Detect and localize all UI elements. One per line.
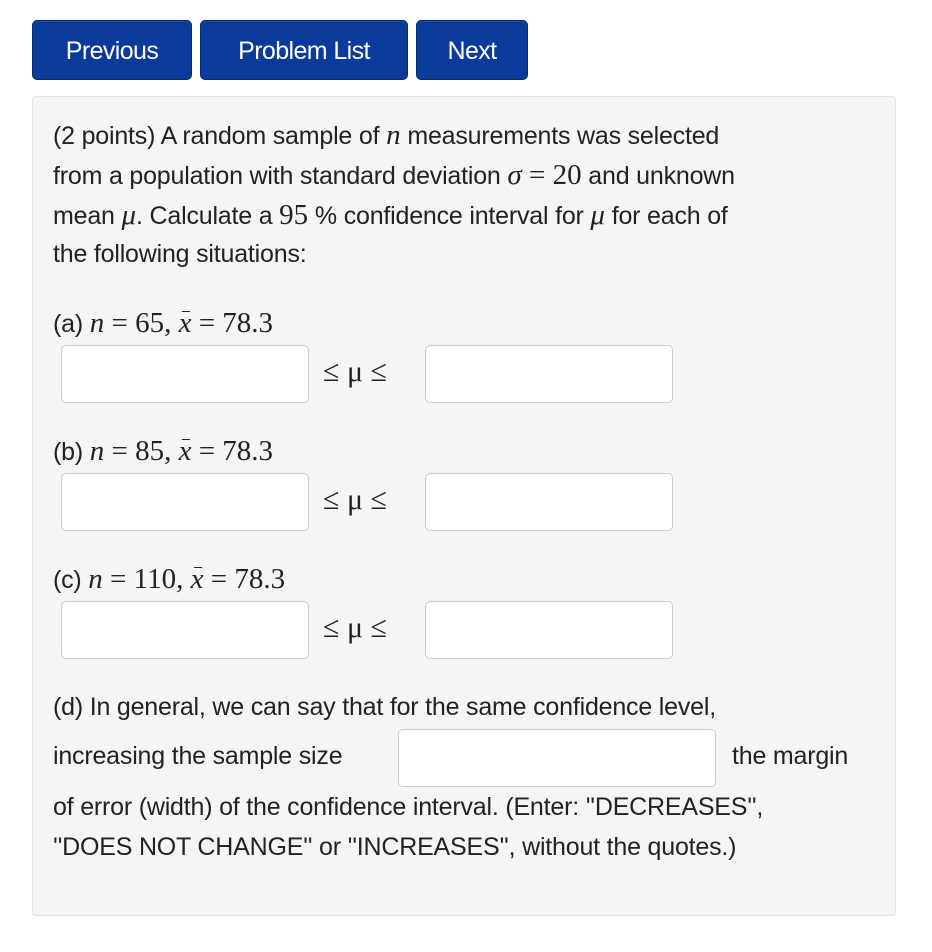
previous-button[interactable]: Previous	[32, 20, 192, 80]
part-d-line-4: ''DOES NOT CHANGE'' or ''INCREASES'', without the quotes.)	[53, 833, 737, 861]
part-c-lower-input[interactable]	[61, 601, 309, 659]
part-d-line-1: (d) In general, we can say that for the same confidence level,	[53, 693, 716, 721]
part-b-lower-input[interactable]	[61, 473, 309, 531]
intro-line-3: mean μ. Calculate a 95 % confidence interval for μ for each of	[53, 199, 728, 231]
intro-line-1: (2 points) A random sample of n measurements was selected	[53, 119, 720, 151]
part-b-label: (b) n = 85, x = 78.3	[53, 435, 274, 467]
next-button[interactable]: Next	[416, 20, 528, 80]
problem-list-button[interactable]: Problem List	[200, 20, 408, 80]
part-a-lower-input[interactable]	[61, 345, 309, 403]
intro-line-2: from a population with standard deviation σ = 20 and unknown	[53, 159, 735, 191]
part-d-line-2b: the margin	[732, 742, 849, 770]
part-d-line-2a: increasing the sample size	[53, 742, 343, 770]
part-c-inequality: ≤ μ ≤	[323, 611, 388, 644]
part-b-upper-input[interactable]	[425, 473, 673, 531]
part-a-upper-input[interactable]	[425, 345, 673, 403]
part-a-inequality: ≤ μ ≤	[323, 355, 388, 388]
part-c-label: (c) n = 110, x = 78.3	[53, 563, 286, 595]
problem-panel	[32, 96, 896, 916]
intro-line-4: the following situations:	[53, 240, 307, 268]
part-c-upper-input[interactable]	[425, 601, 673, 659]
part-d-answer-input[interactable]	[398, 729, 716, 787]
part-a-label: (a) n = 65, x = 78.3	[53, 307, 274, 339]
part-d-line-3: of error (width) of the confidence interval. (Enter: ''DECREASES'',	[53, 793, 764, 821]
part-b-inequality: ≤ μ ≤	[323, 483, 388, 516]
